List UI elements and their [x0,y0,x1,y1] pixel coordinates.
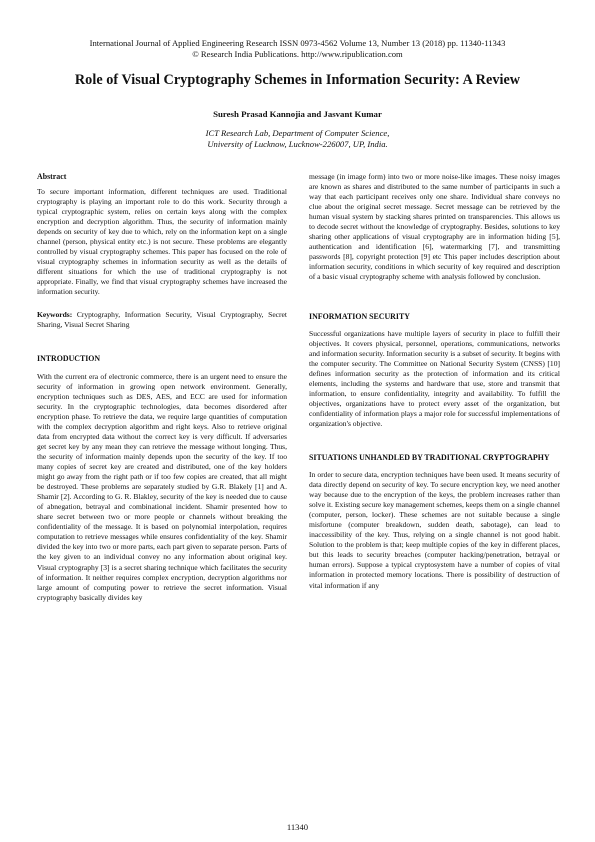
right-column [309,172,560,591]
introduction-text: With the current era of electronic commerce, there is an urgent need to ensure the security of information in growing open network environment. Generally, encryption techniques such as DES, AES, and ECC are used for information security. In the cryptographic technologies, data becomes disordered after encryption phase. To retrieve the data, we require large quantities of computation with the complex decryption algorithm and right keys. Also to retrieve original data from encrypted data without the correct key is very difficult. If adversaries get secret key by any mean they can retrieve the message without longing. Thus, the security of information mainly depends upon the security of the key. If too many copies of secret key are created and distributed, one of the key holders might go away from the right path or if too few copies are created, that all might be destroyed. These problems are separately studied by G.R. Blakely [1] and A. Shamir [2]. According to G. R. Blakley, security of the key is needed due to cause of abnegation, betrayal and combinational incident. Shamir presented how to share secret between two or more people or channels without breaking the confidentiality of the message. It is based on polynomial interpolation, requires computation to retrieve messages while ensures confidentiality of the key. Shamir divided the key into two or more parts, each part given to separate person. Parts of the key given to an individual convey no any information about original key. Visual cryptography [3] is a secret sharing technique which facilitates the security of information. It neither requires complex encryption, decryption algorithms nor large amount of computing power to retrieve the secret information. Visual cryptography basically divides key [37,371,287,602]
journal-publisher: © Research India Publications. http://www.ripublication.com [192,48,403,59]
information-security-text: Successful organizations have multiple layers of security in place to fulfill their objectives. It covers physical, personnel, operations, communications, networks and information security. Information security is a subset of security. It begins with the computer security. The Committee on National Security System (CNSS) [10] defines information security as the protection of information and its critical elements, including the systems and hardware that use, store and transmit that information, to ensure confidentiality, integrity and availability. To fulfill the objectives, organizations have to protect every asset of the organization, but confidentiality of information plays a major role for successful implementations of organization's objective. [309,328,560,428]
introduction-heading: INTRODUCTION [37,353,101,363]
information-security-heading: INFORMATION SECURITY [309,311,410,321]
introduction-continued: message (in image form) into two or more noise-like images. These noisy images are known as shares and distributed to the same number of participants in such a way that each participant receives only one share. Individual share conveys no clue about the original secret message. Secret message can be retrieved by the human visual system by stacking shares printed on transparencies. This allows us to decode secret without the knowledge of cryptography. Besides, solutions to key sharing other applications of visual cryptography are in information hiding [5], authentication and identification [6], watermarking [7], and transmitting passwords [8], copyright protection [9] etc This paper includes description about information security, conditions in which security of key required and description of a basic visual cryptography scheme with analysis followed by conclusion. [309,172,560,282]
journal-header [0,38,595,59]
keywords [37,310,287,330]
affiliation-line-1: ICT Research Lab, Department of Computer Science, [205,128,390,138]
situations-text: In order to secure data, encryption techniques have been used. It means security of data directly depend on security of key. To secure encryption key, we need another way because due to the encryption of the keys, the problem increases rather than solve it. Existing secure key management schemes, keeps them on a single channel (computer, person, locker). These schemes are not suitable because a single misfortune (computer breakdown, sudden death, sabotage), can lead to inaccessibility of the key. Thus, relying on a single channel is not good habit. Solution to the problem is that; keep multiple copies of the key in different places, but this leads to security breaches (computer hacking/penetration, betrayal or human errors). Suppose a typical cryptosystem have a number of copies of vital information in protected memory locations. There is possibility of destruction of vital information if any [309,469,560,590]
abstract-text: To secure important information, different techniques are used. Traditional cryptography is playing an important role to do this work. Security through a typical cryptographic system, relies on certain keys along with the complex encryption and decryption algorithm. Thus, the security of information mainly depends on security of key due to which, rely on the information kept on a single channel (person, physical entity etc.) is not secure. These problems are elegantly controlled by visual cryptography schemes. This paper has focused on the role of visual cryptography schemes in information security as well as the details of different situations for which the use of traditional cryptography is not appropriate. Finally, we find that visual cryptography schemes have increased the information security. [37,187,287,297]
paper-title: Role of Visual Cryptography Schemes in Information Security: A Review [74,72,521,88]
keywords-label: Keywords: [37,309,73,319]
affiliation-line-2: University of Lucknow, Lucknow-226007, UP, India. [207,139,388,150]
affiliation [0,128,595,150]
situations-heading: SITUATIONS UNHANDLED BY TRADITIONAL CRYPTOGRAPHY [309,452,550,462]
keywords-text: Cryptography, Information Security, Visual Cryptography, Secret Sharing, Visual Secret Sharing [37,309,287,329]
journal-citation: International Journal of Applied Engineering Research ISSN 0973-4562 Volume 13, Number 13 (2018) pp. 11340-11343 [89,38,506,48]
abstract-heading: Abstract [37,172,67,181]
page-number: 11340 [286,822,309,832]
authors: Suresh Prasad Kannojia and Jasvant Kumar [213,109,382,119]
left-column [37,172,287,603]
